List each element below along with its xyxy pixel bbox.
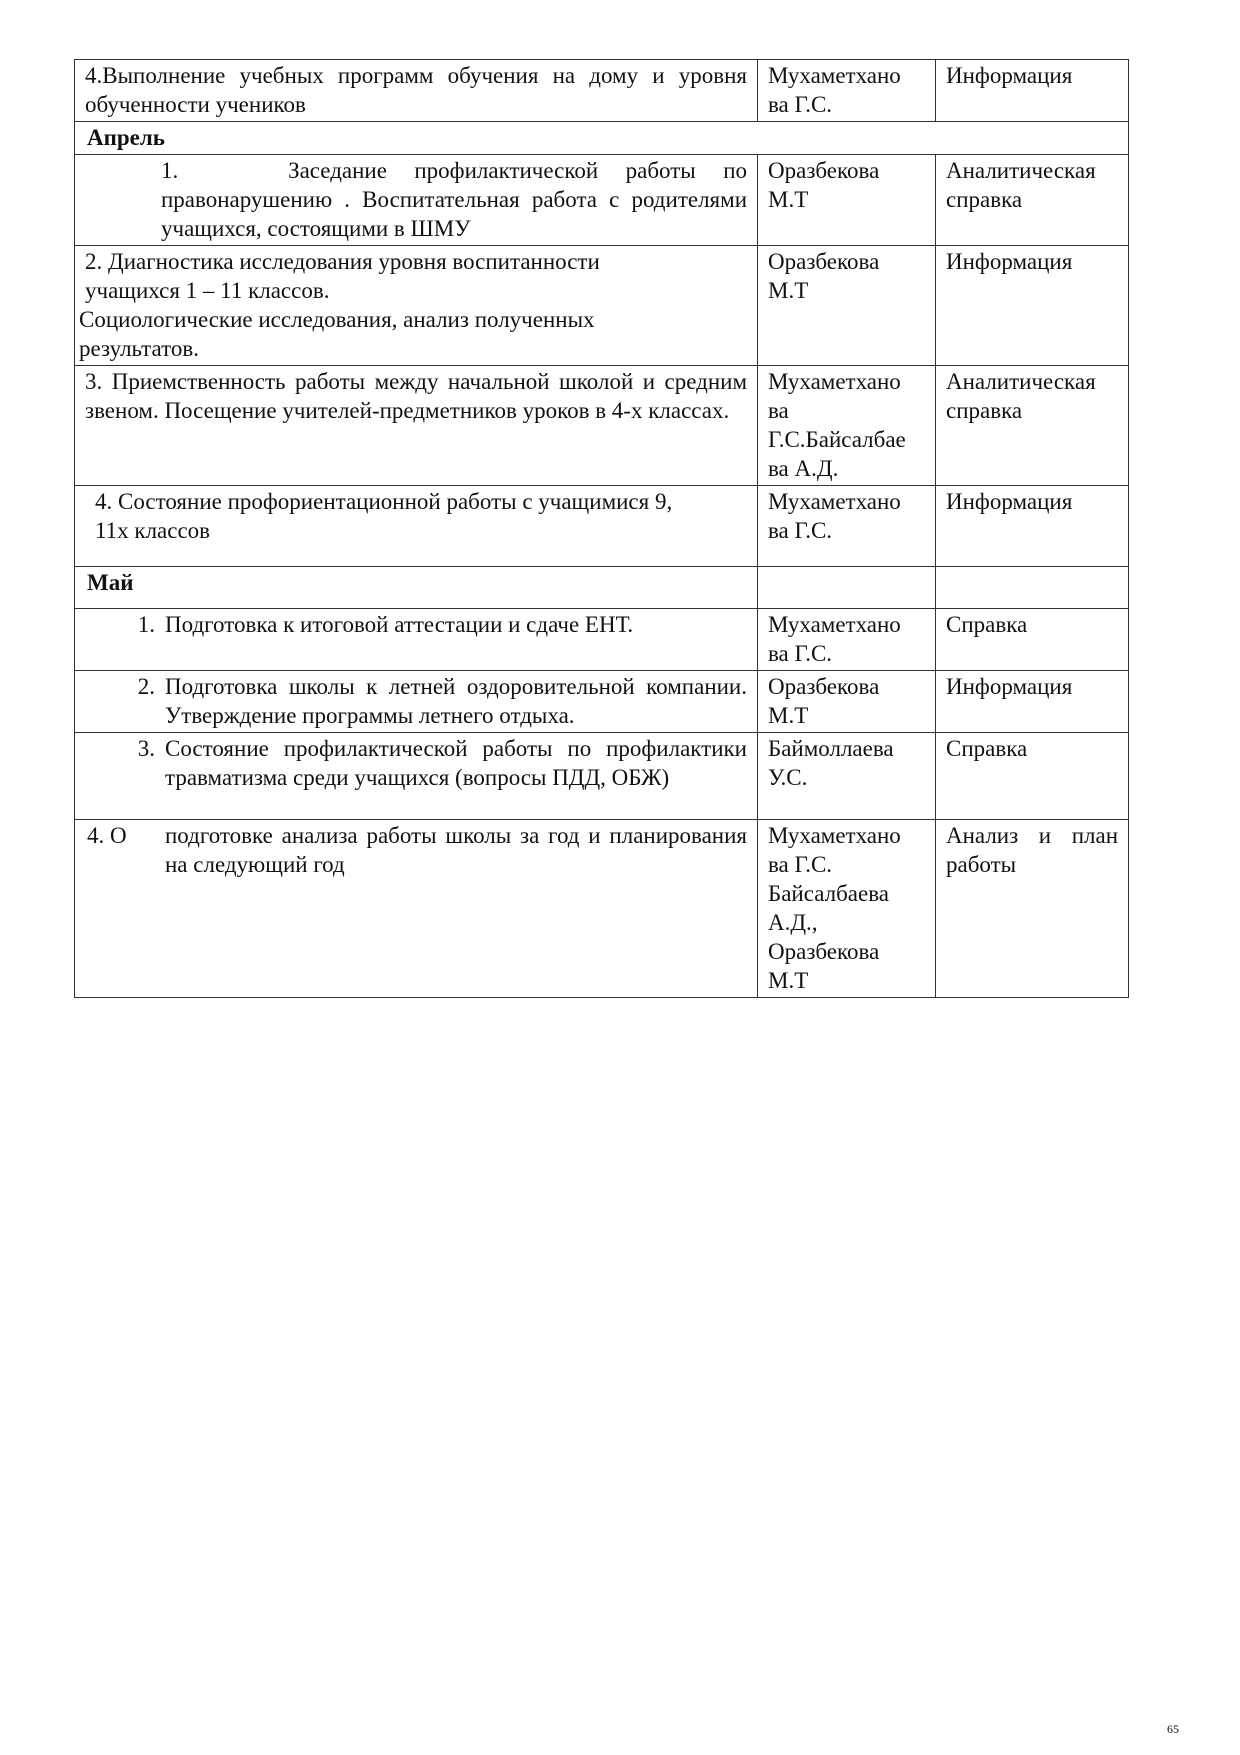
month-heading-may: Май [75, 567, 758, 609]
report-form-cell: Справка [936, 609, 1129, 671]
table-row [75, 366, 1129, 486]
task-text: Заседание профилактической работы по правонарушению . Воспитательная работа с родителями учащихся, состоящими в ШМУ [161, 158, 748, 241]
item-number: 1. [137, 612, 155, 637]
table-row [75, 820, 1129, 998]
responsible-cell: Баймоллаева У.С. [758, 733, 936, 820]
task-text: Подготовка школы к летней оздоровительной компании. Утверждение программы летнего отдыха. [165, 674, 747, 728]
task-cell [75, 486, 758, 567]
empty-cell [936, 567, 1129, 609]
responsible-cell: Оразбекова М.Т [758, 155, 936, 246]
responsible-line: Г.С.Байсалбае ва А.Д. [768, 427, 906, 481]
month-row [75, 567, 1129, 609]
task-line: Социологические исследования, анализ полученных [79, 307, 595, 332]
empty-cell [758, 567, 936, 609]
responsible-cell: Мухаметхано ва Г.С. [758, 486, 936, 567]
table-row [75, 246, 1129, 366]
item-number: 1. [161, 158, 179, 183]
month-row [75, 122, 1129, 155]
responsible-cell: Оразбекова М.Т [758, 246, 936, 366]
responsible-line: Мухаметхано ва [768, 369, 901, 423]
table-row [75, 155, 1129, 246]
report-form-cell: Анализ и план работы [936, 820, 1129, 998]
task-cell: 4.Выполнение учебных программ обучения на дому и уровня обученности учеников [75, 60, 758, 122]
table-row [75, 60, 1129, 122]
responsible-line: Байсалбаева А.Д., [768, 881, 889, 935]
task-cell [75, 733, 758, 820]
page-number: 65 [1167, 1722, 1179, 1736]
report-form-cell: Информация [936, 246, 1129, 366]
report-form-cell: Аналитическая справка [936, 366, 1129, 486]
item-number: 2. [137, 674, 155, 699]
item-number: 4. О [87, 823, 127, 848]
table-row [75, 609, 1129, 671]
responsible-cell: Мухаметхано ва Г.С. [758, 609, 936, 671]
task-text: Состояние профилактической работы по профилактики травматизма среди учащихся (вопросы ПДД, ОБЖ) [165, 736, 747, 790]
task-text: Подготовка к итоговой аттестации и сдаче ЕНТ. [165, 612, 634, 637]
table-row [75, 671, 1129, 733]
task-cell [75, 671, 758, 733]
task-line: 11х классов [95, 518, 211, 543]
plan-table [74, 59, 1129, 998]
report-form-cell: Аналитическая справка [936, 155, 1129, 246]
task-cell [75, 609, 758, 671]
responsible-cell [758, 820, 936, 998]
task-cell: 3. Приемственность работы между начальной школой и средним звеном. Посещение учителей-предметников уроков в 4-х классах. [75, 366, 758, 486]
responsible-line: Оразбекова М.Т [768, 939, 880, 993]
report-form-cell: Справка [936, 733, 1129, 820]
table-row [75, 486, 1129, 567]
task-text: подготовке анализа работы школы за год и планирования на следующий год [165, 823, 747, 877]
responsible-cell: Мухаметхано ва Г.С. [758, 60, 936, 122]
responsible-cell [758, 366, 936, 486]
report-form-cell: Информация [936, 671, 1129, 733]
responsible-cell: Оразбекова М.Т [758, 671, 936, 733]
report-form-cell: Информация [936, 60, 1129, 122]
month-heading-april: Апрель [75, 122, 1129, 155]
task-cell [75, 246, 758, 366]
report-form-cell: Информация [936, 486, 1129, 567]
task-line: 2. Диагностика исследования уровня воспитанности [85, 249, 600, 274]
task-cell [75, 155, 758, 246]
responsible-line: Мухаметхано ва Г.С. [768, 823, 901, 877]
table-row [75, 733, 1129, 820]
task-line: 4. Состояние профориентационной работы с учащимися 9, [95, 489, 673, 514]
task-cell [75, 820, 758, 998]
task-line: результатов. [79, 336, 199, 361]
item-number: 3. [137, 736, 155, 761]
task-line: учащихся 1 – 11 классов. [85, 278, 330, 303]
